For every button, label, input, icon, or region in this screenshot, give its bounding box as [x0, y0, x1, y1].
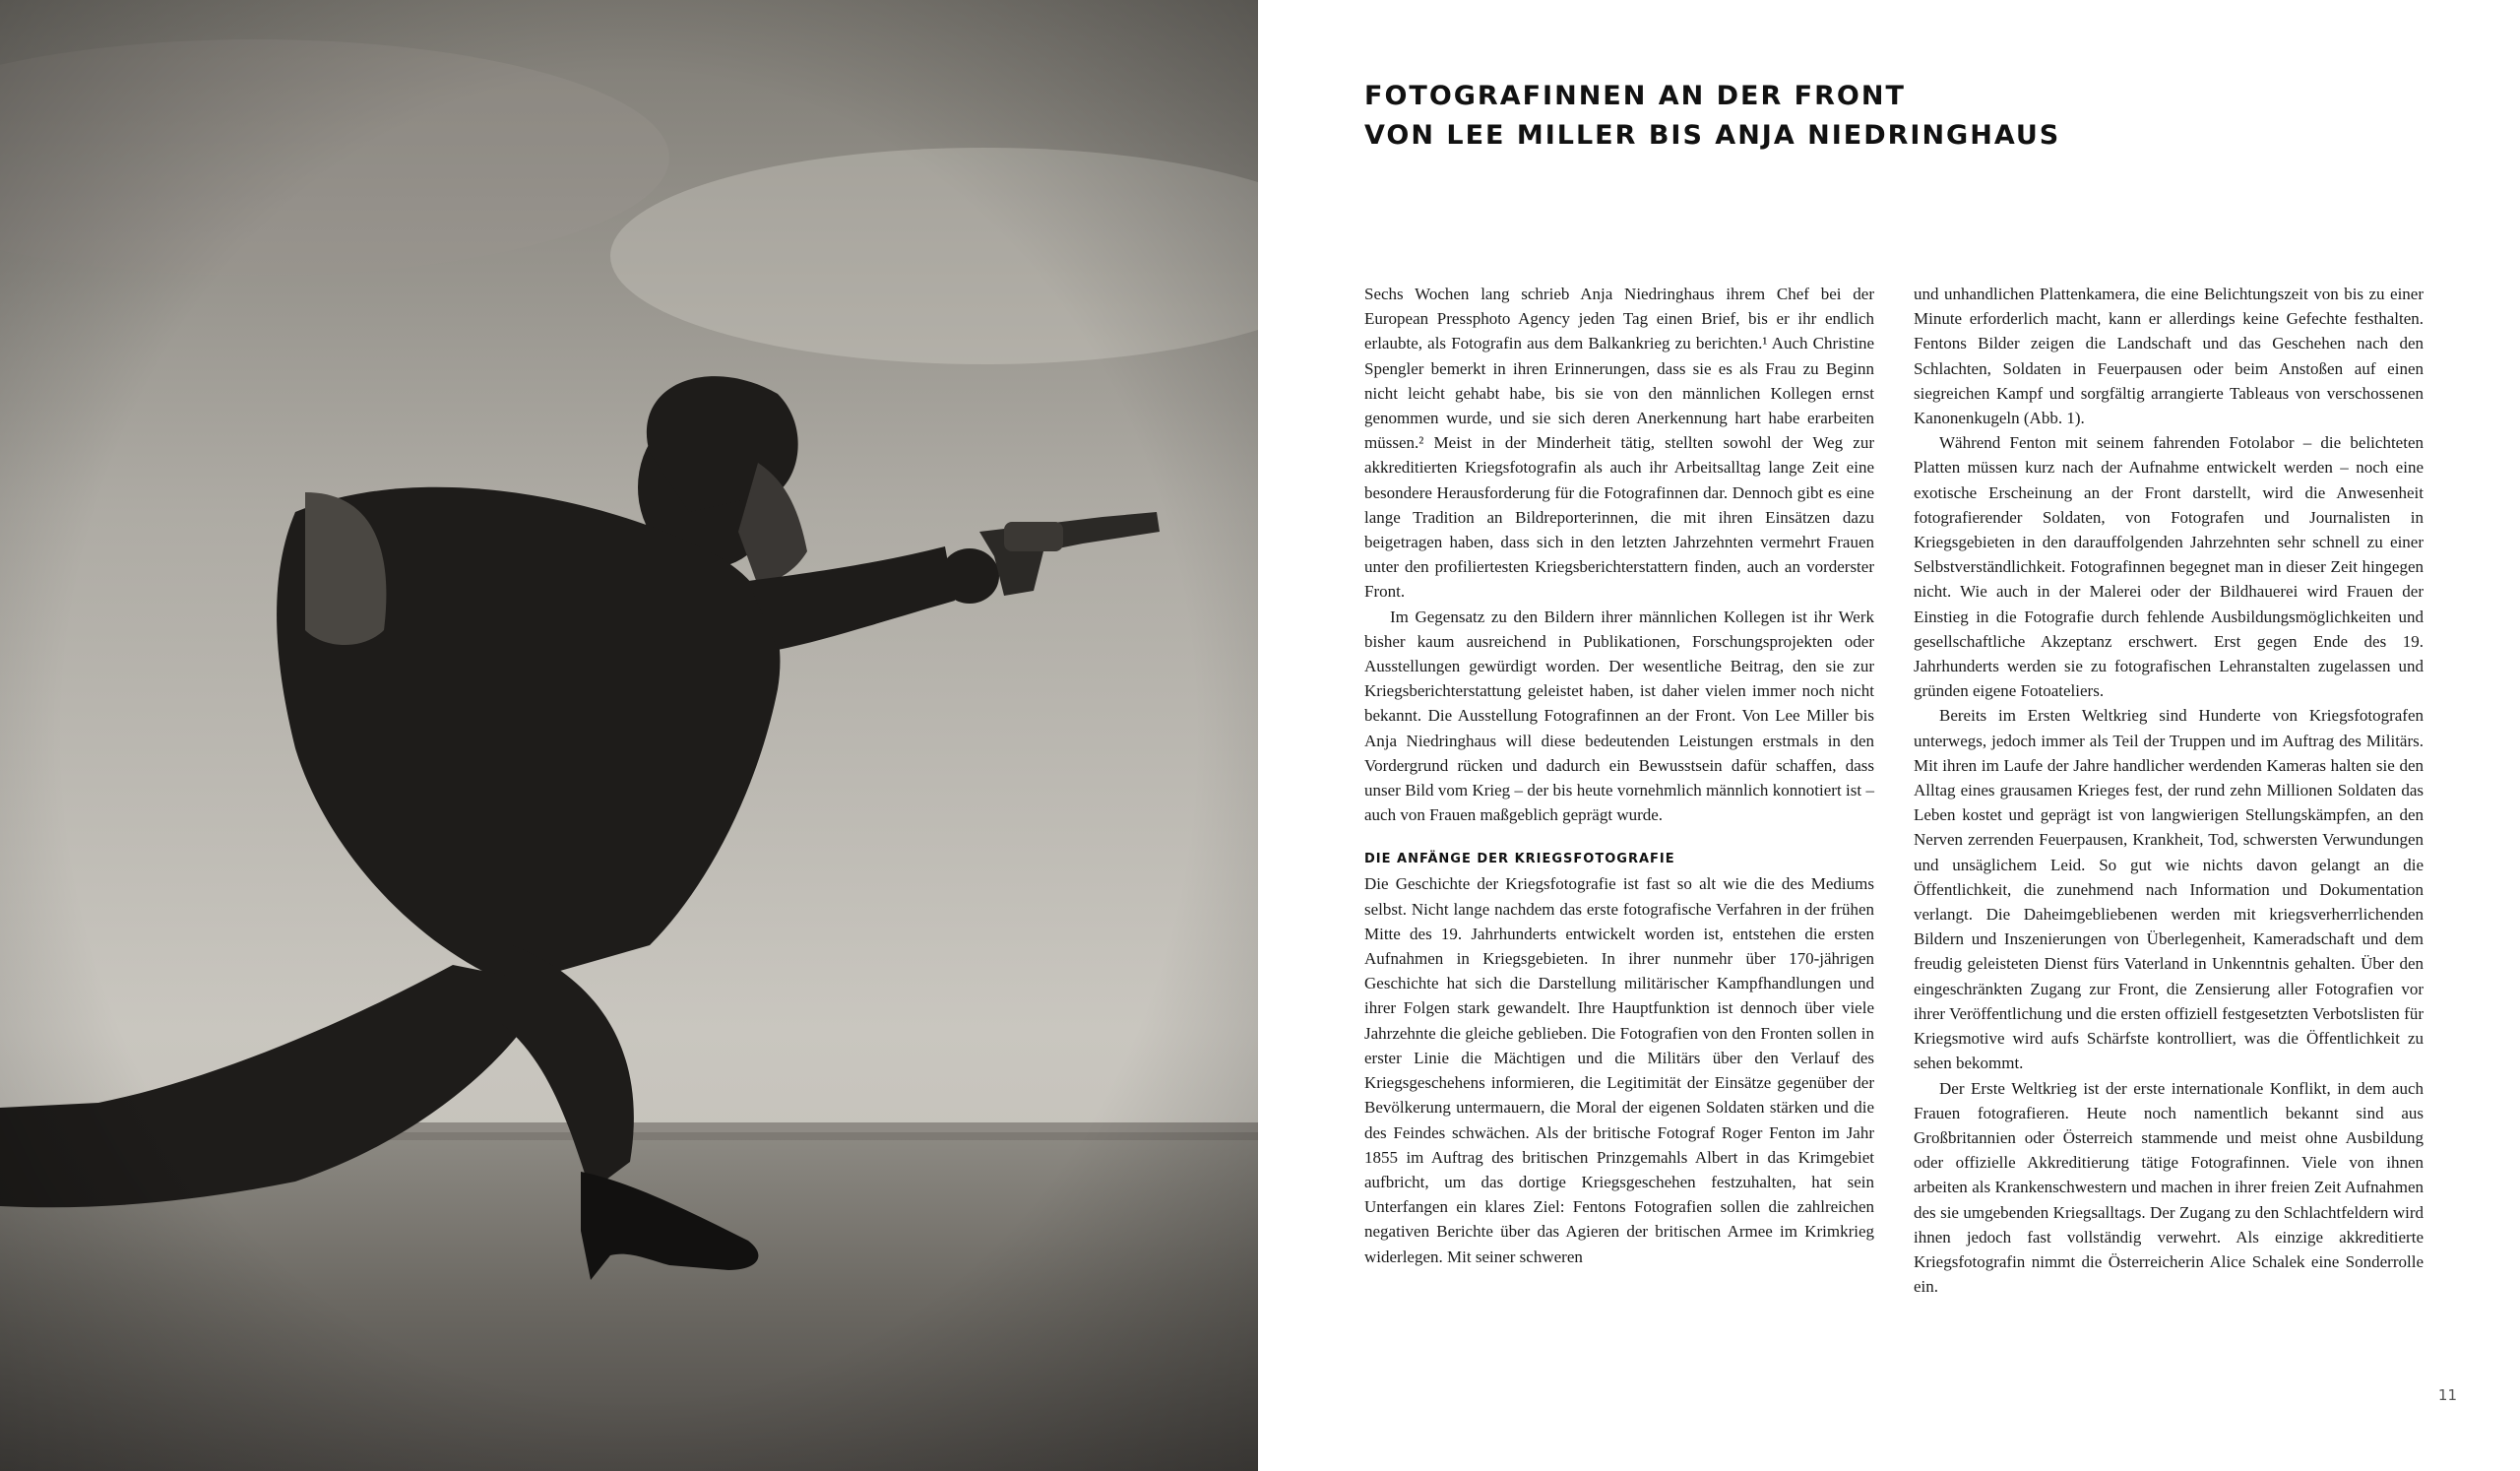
text-column-right — [1914, 282, 2424, 1299]
article-heading — [1364, 77, 2060, 156]
photograph-woman-aiming-revolver — [0, 0, 1258, 1471]
text-page — [1258, 0, 2520, 1471]
heading-line-2: VON LEE MILLER BIS ANJA NIEDRINGHAUS — [1364, 120, 2061, 151]
heading-line-1: FOTOGRAFINNEN AN DER FRONT — [1364, 81, 1906, 111]
paragraph: Sechs Wochen lang schrieb Anja Niedringhaus ihrem Chef bei der European Pressphoto Agency jeden Tag einen Brief, bis er ihr endlich erlaubte, als Fotografin aus dem Balkankrieg zu berichten.¹ Auch Christine Spengler bemerkt in ihren Erinnerungen, dass sie es als Frau zu Beginn nicht leicht gehabt habe, bis sie von den männlichen Kollegen ernst genommen wurde, und sie sich deren Anerkennung hart habe erarbeiten müssen.² Meist in der Minderheit tätig, stellten sowohl der Weg zur akkreditierten Kriegsfotografin als auch ihr Arbeitsalltag lange Zeit eine besondere Herausforderung für die Fotografinnen dar. Dennoch gibt es eine lange Tradition an Bildreporterinnen, die mit ihren Einsätzen dazu beigetragen haben, dass sich in den letzten Jahrzehnten vermehrt Frauen unter den profiliertesten Kriegsberichterstattern finden, auch an vorderster Front. — [1364, 285, 1874, 602]
page-number: 11 — [2437, 1386, 2457, 1404]
paragraph: Die Geschichte der Kriegsfotografie ist fast so alt wie die des Mediums selbst. Nicht lange nachdem das erste fotografische Verfahren in der frühen Mitte des 19. Jahrhunderts entwickelt worden ist, entstehen die ersten Aufnahmen in Kriegsgebieten. In ihrer nunmehr über 170-jährigen Geschichte hat sich die Darstellung militärischer Kampfhandlungen und ihrer Folgen stark gewandelt. Ihre Hauptfunktion ist dennoch über viele Jahrzehnte die gleiche geblieben. Die Fotografien von den Fronten sollen in erster Linie die Mächtigen und die Militärs über den Verlauf des Kriegsgeschehens informieren, die Legitimität der Einsätze gegenüber der Bevölkerung untermauern, die Moral der eigenen Soldaten stärken und die des Feindes schwächen. Als der britische Fotograf Roger Fenton im Jahr 1855 im Auftrag des britischen Prinzgemahls Albert in das Krimgebiet aufbricht, um das dortige Kriegsgeschehen festzuhalten, hat sein Unterfangen ein klares Ziel: Fentons Fotografien sollen die zahlreichen negativen Berichte über das Agieren der britischen Armee im Krimkrieg widerlegen. Mit seiner schweren — [1364, 874, 1874, 1266]
section-subheading: DIE ANFÄNGE DER KRIEGSFOTOGRAFIE — [1364, 852, 1675, 867]
paragraph: Während Fenton mit seinem fahrenden Fotolabor – die belichteten Platten müssen kurz nach der Aufnahme entwickelt werden – noch eine exotische Erscheinung an der Front darstellt, wird die Anwesenheit fotografierender Soldaten, von Fotografen und Journalisten in Kriegsgebieten in den darauffolgenden Jahrzehnten sehr schnell zu einer Selbstverständlichkeit. Fotografinnen begegnet man in dieser Zeit hingegen nicht. Wie auch in der Malerei oder der Bildhauerei wird Frauen der Einstieg in die Fotografie durch fehlende Ausbildungsmöglichkeiten und gesellschaftliche Akzeptanz erschwert. Erst gegen Ende des 19. Jahrhunderts werden sie zu fotografischen Lehranstalten zugelassen und gründen eigene Fotoateliers. — [1914, 433, 2424, 701]
paragraph: Der Erste Weltkrieg ist der erste internationale Konflikt, in dem auch Frauen fotografieren. Heute noch namentlich bekannt sind aus Großbritannien oder Österreich stammende und meist ohne Ausbildung oder offizielle Akkreditierung tätige Fotografinnen. Viele von ihnen arbeiten als Krankenschwestern und machen in ihrer freien Zeit Aufnahmen des sie umgebenden Kriegsalltags. Der Zugang zu den Schlachtfeldern wird ihnen jedoch fast vollständig verwehrt. Als einzige akkreditierte Kriegsfotografin nimmt die Österreicherin Alice Schalek eine Sonderrolle ein. — [1914, 1078, 2424, 1297]
text-column-left — [1364, 282, 1874, 1269]
paragraph: Bereits im Ersten Weltkrieg sind Hunderte von Kriegsfotografen unterwegs, jedoch immer als Teil der Truppen und im Auftrag des Militärs. Mit ihren im Laufe der Jahre handlicher werdenden Kameras halten sie den Alltag eines grausamen Krieges fest, der rund zehn Millionen Soldaten das Leben kostet und geprägt ist von langwierigen Stellungskämpfen, an den Nerven zerrenden Feuerpausen, Krankheit, Tod, schwersten Verwundungen und unsäglichem Leid. So gut wie nichts davon gelangt an die Öffentlichkeit, die zunehmend nach Information und Dokumentation verlangt. Die Daheimgebliebenen werden mit kriegsverherrlichenden Bildern und Inszenierungen von Überlegenheit, Kameradschaft und dem freudig geleisteten Dienst fürs Vaterland in Unkenntnis gehalten. Über den eingeschränkten Zugang zur Front, die Zensierung aller Fotografien vor ihrer Veröffentlichung und die ersten offiziell festgesetzten Verbotslisten für Kriegsmotive wird aufs Schärfste kontrolliert, was die Öffentlichkeit zu sehen bekommt. — [1914, 706, 2424, 1073]
paragraph: Im Gegensatz zu den Bildern ihrer männlichen Kollegen ist ihr Werk bisher kaum ausreichend in Publikationen, Forschungsprojekten oder Ausstellungen gewürdigt worden. Der wesentliche Beitrag, den sie zur Kriegsberichterstattung geleistet haben, ist daher vielen immer noch nicht bekannt. Die Ausstellung Fotografinnen an der Front. Von Lee Miller bis Anja Niedringhaus will diese bedeutenden Leistungen erstmals in den Vordergrund rücken und dadurch ein Bewusstsein dafür schaffen, dass unser Bild vom Krieg – der bis heute vornehmlich männlich konnotiert ist – auch von Frauen maßgeblich geprägt wurde. — [1364, 607, 1874, 825]
paragraph: und unhandlichen Plattenkamera, die eine Belichtungszeit von bis zu einer Minute erforderlich macht, kann er allerdings keine Gefechte festhalten. Fentons Bilder zeigen die Landschaft und das Geschehen nach den Schlachten, Soldaten in Feuerpausen oder beim Anstoßen auf einen siegreichen Kampf und sorgfältig arrangierte Tableaus von verschossenen Kanonenkugeln (Abb. 1). — [1914, 285, 2424, 428]
